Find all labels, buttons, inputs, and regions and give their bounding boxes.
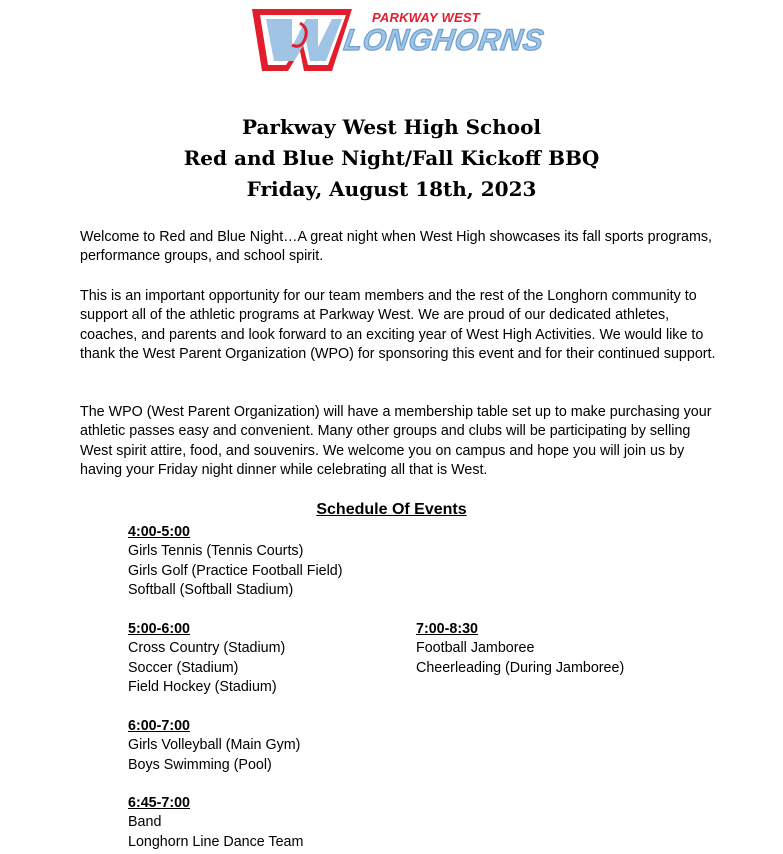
schedule-item: Football Jamboree (416, 640, 535, 657)
schedule-time: 6:00-7:00 (128, 718, 190, 734)
schedule-item: Band (128, 814, 162, 831)
schedule-item: Boys Swimming (Pool) (128, 756, 272, 773)
schedule-block (128, 523, 343, 601)
logo-top-text: PARKWAY WEST (372, 10, 480, 25)
schedule-time: 5:00-6:00 (128, 621, 190, 637)
wpo-paragraph: The WPO (West Parent Organization) will have a membership table set up to make purchasing your athletic passes easy and convenient. Many other groups and clubs will be participating by selling West spirit attire, food, and souvenirs. We welcome you on campus and hope you will join us by having your Friday night dinner while celebrating all that is West. (80, 404, 712, 479)
schedule-item: Cheerleading (During Jamboree) (416, 659, 625, 676)
w-logo-mark (248, 7, 356, 73)
schedule-time: 6:45-7:00 (128, 795, 190, 811)
title-line-school: Parkway West High School (241, 115, 542, 139)
schedule-time: 7:00-8:30 (416, 621, 478, 637)
schedule-item: Field Hockey (Stadium) (128, 679, 277, 696)
title-line-event: Red and Blue Night/Fall Kickoff BBQ (183, 146, 600, 170)
school-logo (248, 7, 546, 73)
schedule-item: Girls Volleyball (Main Gym) (128, 737, 301, 754)
schedule-heading: Schedule Of Events (316, 501, 467, 518)
document-title (0, 112, 783, 205)
schedule-item: Cross Country (Stadium) (128, 640, 286, 657)
schedule-block (416, 620, 624, 678)
opportunity-paragraph: This is an important opportunity for our team members and the rest of the Longhorn community to support all of the athletic programs at Parkway West. We are proud of our dedicated athletes, coaches, and parents and look forward to an exciting year of West High Activities. We would like to thank the West Parent Organization (WPO) for sponsoring this event and for their continued support. (80, 288, 716, 363)
schedule-item: Soccer (Stadium) (128, 659, 239, 676)
title-line-date: Friday, August 18th, 2023 (246, 177, 537, 201)
schedule-item: Softball (Softball Stadium) (128, 582, 294, 599)
schedule-item: Girls Tennis (Tennis Courts) (128, 543, 304, 560)
logo-bottom-text: LONGHORNS (341, 24, 546, 57)
schedule-block (128, 620, 285, 698)
schedule-block (128, 794, 303, 852)
schedule-block (128, 717, 300, 775)
schedule-item: Girls Golf (Practice Football Field) (128, 562, 343, 579)
schedule-item: Longhorn Line Dance Team (128, 833, 304, 850)
welcome-paragraph: Welcome to Red and Blue Night…A great night when West High showcases its fall sports programs, performance groups, and school spirit. (80, 229, 713, 265)
schedule-time: 4:00-5:00 (128, 524, 190, 540)
